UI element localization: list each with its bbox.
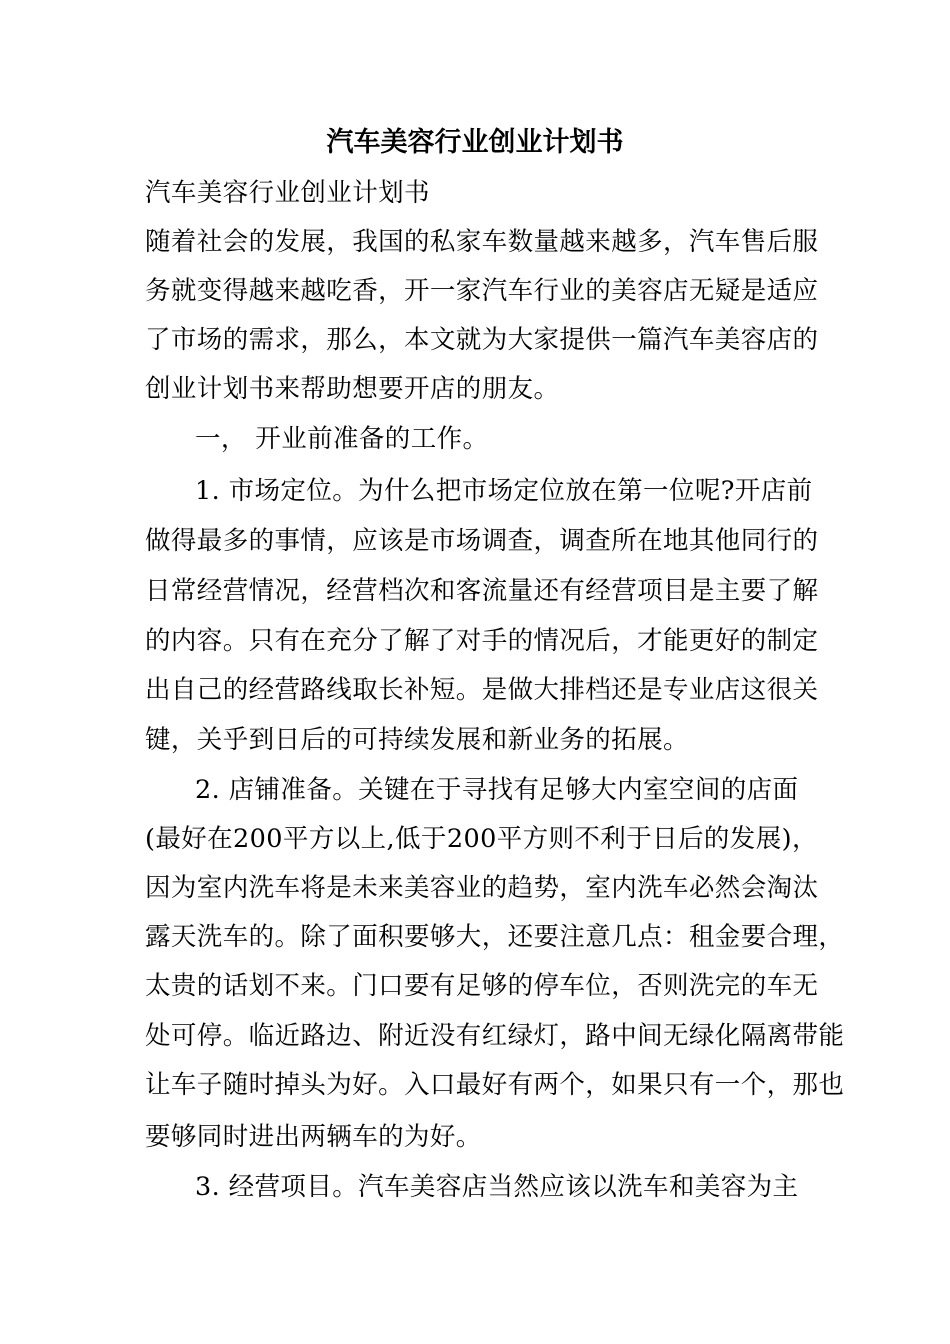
paragraph-line: 让车子随时掉头为好。入口最好有两个，如果只有一个，那也 — [145, 1070, 845, 1100]
subtitle: 汽车美容行业创业计划书 — [145, 178, 430, 208]
paragraph-line: 因为室内洗车将是未来美容业的趋势，室内洗车必然会淘汰 — [145, 873, 819, 903]
paragraph-line: 要够同时进出两辆车的为好。 — [145, 1122, 482, 1152]
paragraph-line: 日常经营情况，经营档次和客流量还有经营项目是主要了解 — [145, 576, 819, 606]
paragraph-line: 务就变得越来越吃香，开一家汽车行业的美容店无疑是适应 — [145, 276, 819, 306]
paragraph-line: 3. 经营项目。汽车美容店当然应该以洗车和美容为主 — [195, 1172, 799, 1202]
document-title: 汽车美容行业创业计划书 — [326, 127, 624, 158]
paragraph-line: 处可停。临近路边、附近没有红绿灯，路中间无绿化隔离带能 — [145, 1021, 845, 1051]
paragraph-line: 太贵的话划不来。门口要有足够的停车位，否则洗完的车无 — [145, 971, 819, 1001]
paragraph-line: 出自己的经营路线取长补短。是做大排档还是专业店这很关 — [145, 675, 819, 705]
paragraph-line: 做得最多的事情，应该是市场调查，调查所在地其他同行的 — [145, 526, 819, 556]
paragraph-line: (最好在200平方以上,低于200平方则不利于日后的发展)， — [145, 824, 818, 854]
paragraph-line: 随着社会的发展，我国的私家车数量越来越多，汽车售后服 — [145, 227, 819, 257]
section-heading: 一， 开业前准备的工作。 — [195, 424, 489, 454]
paragraph-line: 了市场的需求，那么，本文就为大家提供一篇汽车美容店的 — [145, 325, 819, 355]
paragraph-line: 露天洗车的。除了面积要够大，还要注意几点：租金要合理， — [145, 922, 845, 952]
paragraph-line: 的内容。只有在充分了解了对手的情况后，才能更好的制定 — [145, 626, 819, 656]
paragraph-line: 键，关乎到日后的可持续发展和新业务的拓展。 — [145, 725, 689, 755]
paragraph-line: 2. 店铺准备。关键在于寻找有足够大内室空间的店面 — [195, 775, 799, 805]
paragraph-line: 创业计划书来帮助想要开店的朋友。 — [145, 374, 560, 404]
paragraph-line: 1. 市场定位。为什么把市场定位放在第一位呢?开店前 — [195, 476, 813, 506]
